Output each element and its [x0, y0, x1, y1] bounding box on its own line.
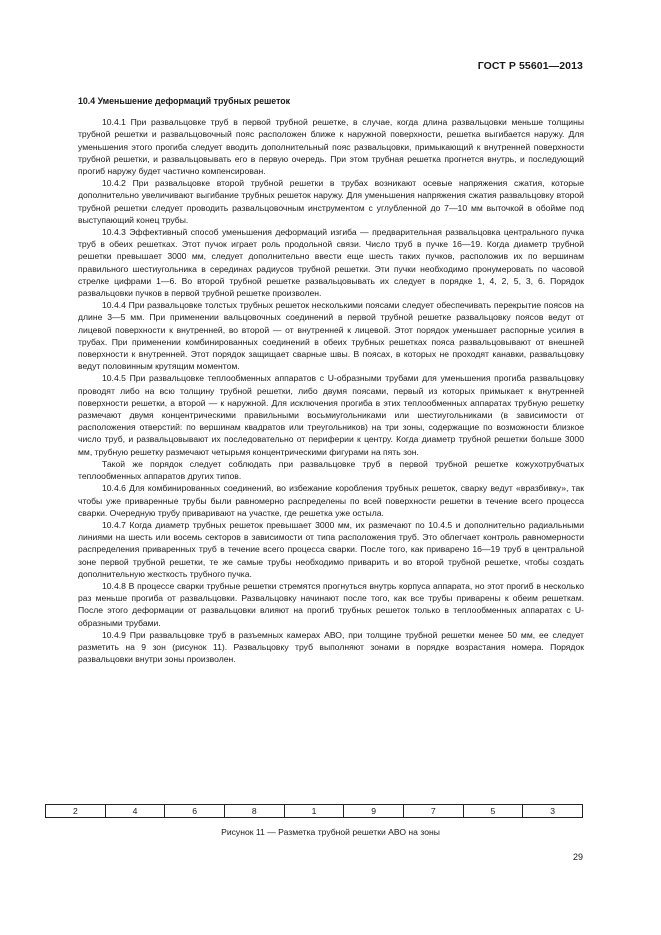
paragraph-10-4-6: 10.4.6 Для комбинированных соединений, во избежание коробления трубных решеток, сварку ведут «вразбивку», так чтобы уже приваренные трубы были равномерно распределены по всей поверхности решетки в течение всего процесса сварки. Очередную трубу приваривают на участке, где решетка уже остыла. [78, 483, 584, 518]
zone-cell: 7 [403, 805, 463, 818]
paragraph-10-4-8: 10.4.8 В процессе сварки трубные решетки стремятся прогнуться внутрь корпуса аппарата, но этот прогиб в несколько раз меньше прогиба от развальцовки. Развальцовку начинают после того, как все трубы приварены к обеим решеткам. После этого деформации от развальцовки влияют на прогиб трубных решеток только в теплообменных аппаратах с U-образными трубами. [78, 580, 584, 628]
paragraph-10-4-5: 10.4.5 При развальцовке теплообменных аппаратов с U-образными трубами для уменьшения прогиба развальцовку проводят либо на всю толщину трубной решетки, либо двумя поясами, первый из которых примыкает к внутренней поверхности решетки, а второй — к наружной. Для исключения прогиба в этих теплообменных аппаратах трубную решетку размечают двумя концентрическими правильными восьмиугольниками или шестиугольниками (в зависимости от расположения отверстий: по вершинам квадратов или треугольников) на три зоны, содержащие по возможности близкое число труб, и развальцовывают их последовательно от периферии к центру. Когда диаметр трубной решетки больше 3000 мм, трубную решетку размечают четырьмя концентрическими фигурами на пять зон. [78, 373, 584, 457]
zone-cell: 8 [224, 805, 284, 818]
zone-cell: 9 [344, 805, 404, 818]
paragraph-10-4-9: 10.4.9 При развальцовке труб в разъемных камерах АВО, при толщине трубной решетки менее 50 мм, ее следует разметить на 9 зон (рисунок 11). Развальцовку труб выполняют зонами в порядке возрастания номера. Порядок развальцовки внутри зоны произволен. [78, 629, 584, 665]
paragraph-10-4-2: 10.4.2 При развальцовке второй трубной решетки в трубах возникают осевые напряжения сжатия, которые дополнительно увеличивают выгибание трубных решеток наружу. Для уменьшения напряжения сжатия развальцовку второй трубной решетки следует проводить развальцовочным инструментом с углубленной до 7—10 мм выточкой в обойме под выступающий конец трубы. [78, 178, 584, 225]
zone-cell: 5 [463, 805, 523, 818]
paragraph-10-4-3: 10.4.3 Эффективный способ уменьшения деформаций изгиба — предварительная развальцовка центрального пучка труб в обеих решетках. Этот пучок играет роль продольной связи. Число труб в пучке 16—19. Когда диаметр трубной решетки превышает 3000 мм, следует дополнительно ввести еще шесть таких пучков, расположив их по вершинам правильного шестиугольника в серединах радиусов трубной решетки. Эти пучки необходимо пронумеровать по часовой стрелке цифрами 1—6. Во второй трубной решетке развальцовывать их следует в порядке 1, 4, 2, 5, 3, 6. Порядок развальцовки пучков в первой трубной решетке произволен. [78, 227, 584, 299]
section-title: 10.4 Уменьшение деформаций трубных решеток [78, 96, 291, 106]
zone-cell: 2 [46, 805, 106, 818]
paragraph-10-4-5-note: Такой же порядок следует соблюдать при развальцовке труб в первой трубной решетке кожухотрубчатых теплообменных аппаратов других типов. [78, 458, 584, 482]
figure-caption: Рисунок 11 — Разметка трубной решетки АВО на зоны [221, 827, 440, 837]
zone-cell: 3 [523, 805, 583, 818]
zone-row [46, 805, 583, 818]
paragraph-10-4-4: 10.4.4 При развальцовке толстых трубных решеток несколькими поясами следует обеспечивать перекрытие поясов на длине 3—5 мм. При применении вальцовочных соединений в первой трубной решетке развальцовку поясов ведут от лицевой поверхности к внутренней, во второй — от внутренней к лицевой. Этот порядок уменьшает распорные усилия в трубах. При применении комбинированных соединений в обеих трубных решетках пояса развальцовывают от внешней поверхности к внутренней. Этот порядок защищает сварные швы. В поясах, в которых не проходят канавки, развальцовку ведут половинным крутящим моментом. [78, 300, 584, 372]
page-number: 29 [572, 852, 583, 862]
zone-layout-table [45, 804, 583, 818]
document-body [78, 95, 584, 665]
zone-cell: 4 [105, 805, 165, 818]
zone-cell: 6 [165, 805, 225, 818]
document-header: ГОСТ Р 55601—2013 [477, 60, 583, 72]
paragraph-10-4-1: 10.4.1 При развальцовке труб в первой трубной решетке, в случае, когда длина развальцовки меньше толщины трубной решетки и развальцовочный пояс расположен ближе к наружной поверхности, решетка выгибается наружу. Для уменьшения этого прогиба следует вводить дополнительный пояс развальцовки, примыкающий к внутренней поверхности трубной решетки, и развальцовывать его в первую очередь. При этом трубная решетка прогнется внутрь, и последующий прогиб наружу будет частично компенсирован. [78, 117, 584, 177]
zone-cell: 1 [284, 805, 344, 818]
paragraph-10-4-7: 10.4.7 Когда диаметр трубных решеток превышает 3000 мм, их размечают по 10.4.5 и дополнительно радиальными линиями на шесть или восемь секторов в зависимости от типа расположения труб. Это облегчает контроль равномерности распределения приваренных труб в течение всего процесса сварки. После того, как приварено 16—19 труб в центральной зоне первой трубной решетки, те же самые трубы необходимо приварить и во второй трубной решетке, чтобы создать дополнительную жесткость трубного пучка. [78, 519, 584, 579]
